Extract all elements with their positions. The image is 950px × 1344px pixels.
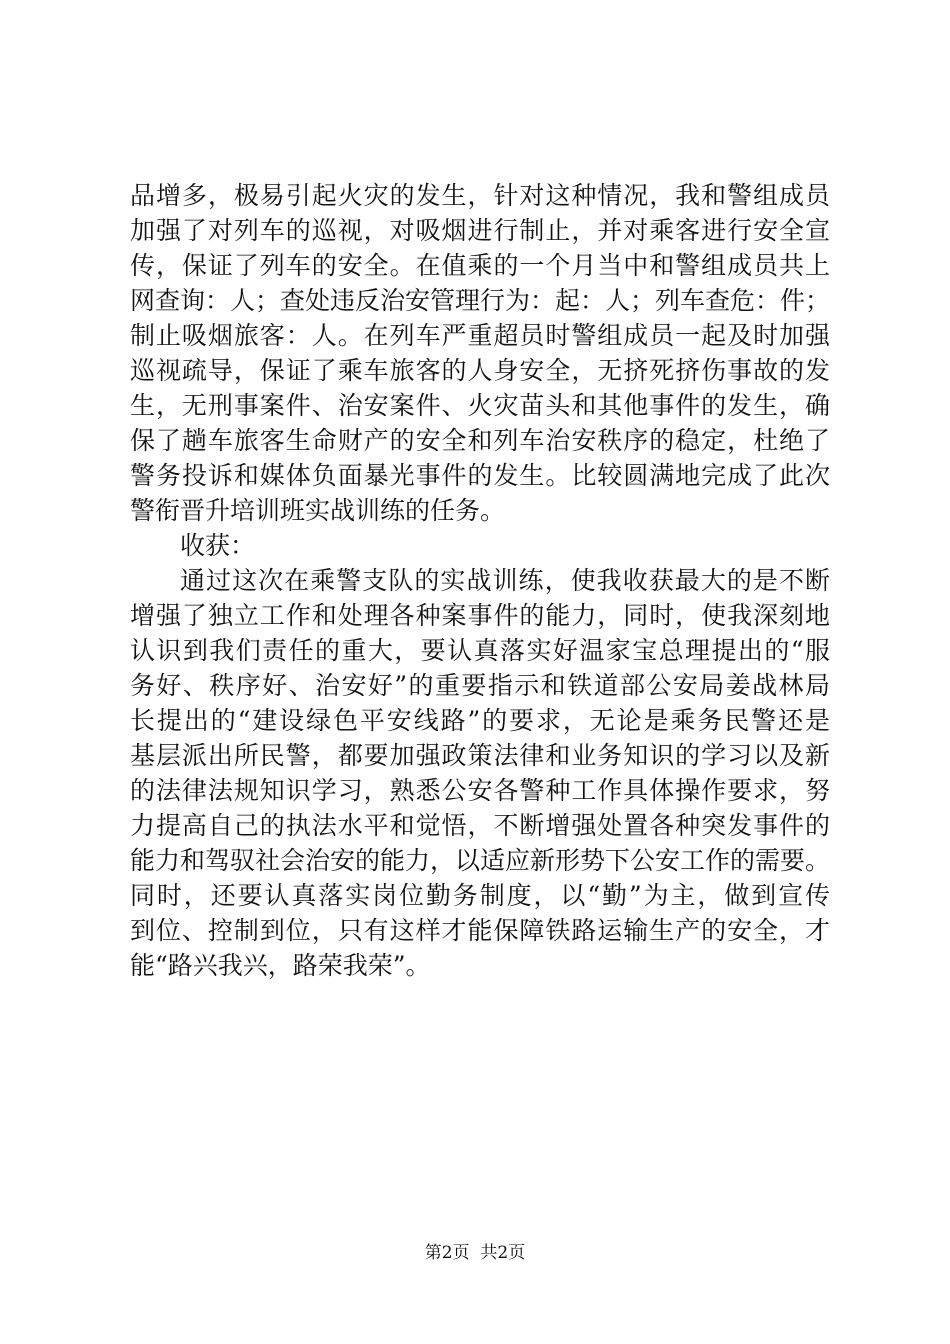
text-line: 制止吸烟旅客：人。在列车严重超员时警组成员一起及时加强: [130, 321, 830, 350]
text-line: 加强了对列车的巡视，对吸烟进行制止，并对乘客进行安全宣: [130, 216, 830, 245]
text-line: 警衔晋升培训班实战训练的任务。: [130, 496, 506, 525]
text-line: 能“路兴我兴，路荣我荣”。: [130, 951, 431, 980]
section-heading: 收获：: [180, 531, 256, 560]
body-text: [130, 178, 830, 983]
text-line: 通过这次在乘警支队的实战训练，使我收获最大的是不断: [180, 566, 830, 595]
text-line: 到位、控制到位，只有这样才能保障铁路运输生产的安全，才: [130, 916, 830, 945]
page-number-label: 第2页 共2页: [424, 1243, 526, 1263]
text-line: 务好、秩序好、治安好”的重要指示和铁道部公安局姜战林局: [130, 671, 830, 700]
text-line: 警务投诉和媒体负面暴光事件的发生。比较圆满地完成了此次: [130, 461, 830, 490]
text-line: 传，保证了列车的安全。在值乘的一个月当中和警组成员共上: [130, 251, 830, 280]
text-line: 保了趟车旅客生命财产的安全和列车治安秩序的稳定，杜绝了: [130, 426, 830, 455]
text-line: 能力和驾驭社会治安的能力，以适应新形势下公安工作的需要。: [130, 846, 831, 875]
page-footer: [0, 1242, 950, 1264]
text-line: 的法律法规知识学习，熟悉公安各警种工作具体操作要求，努: [130, 776, 830, 805]
text-line: 长提出的“建设绿色平安线路”的要求，无论是乘务民警还是: [130, 706, 830, 735]
text-line: 基层派出所民警，都要加强政策法律和业务知识的学习以及新: [130, 741, 830, 770]
text-line: 认识到我们责任的重大，要认真落实好温家宝总理提出的“服: [130, 636, 830, 665]
text-line: 巡视疏导，保证了乘车旅客的人身安全，无挤死挤伤事故的发: [130, 356, 830, 385]
text-line: 网查询：人；查处违反治安管理行为：起：人；列车查危：件；: [130, 286, 831, 315]
text-line: 同时，还要认真落实岗位勤务制度，以“勤”为主，做到宣传: [130, 881, 830, 910]
text-line: 品增多，极易引起火灾的发生，针对这种情况，我和警组成员: [130, 181, 830, 210]
text-line: 生，无刑事案件、治安案件、火灾苗头和其他事件的发生，确: [130, 391, 830, 420]
text-line: 力提高自己的执法水平和觉悟，不断增强处置各种突发事件的: [130, 811, 830, 840]
text-line: 增强了独立工作和处理各种案事件的能力，同时，使我深刻地: [130, 601, 830, 630]
